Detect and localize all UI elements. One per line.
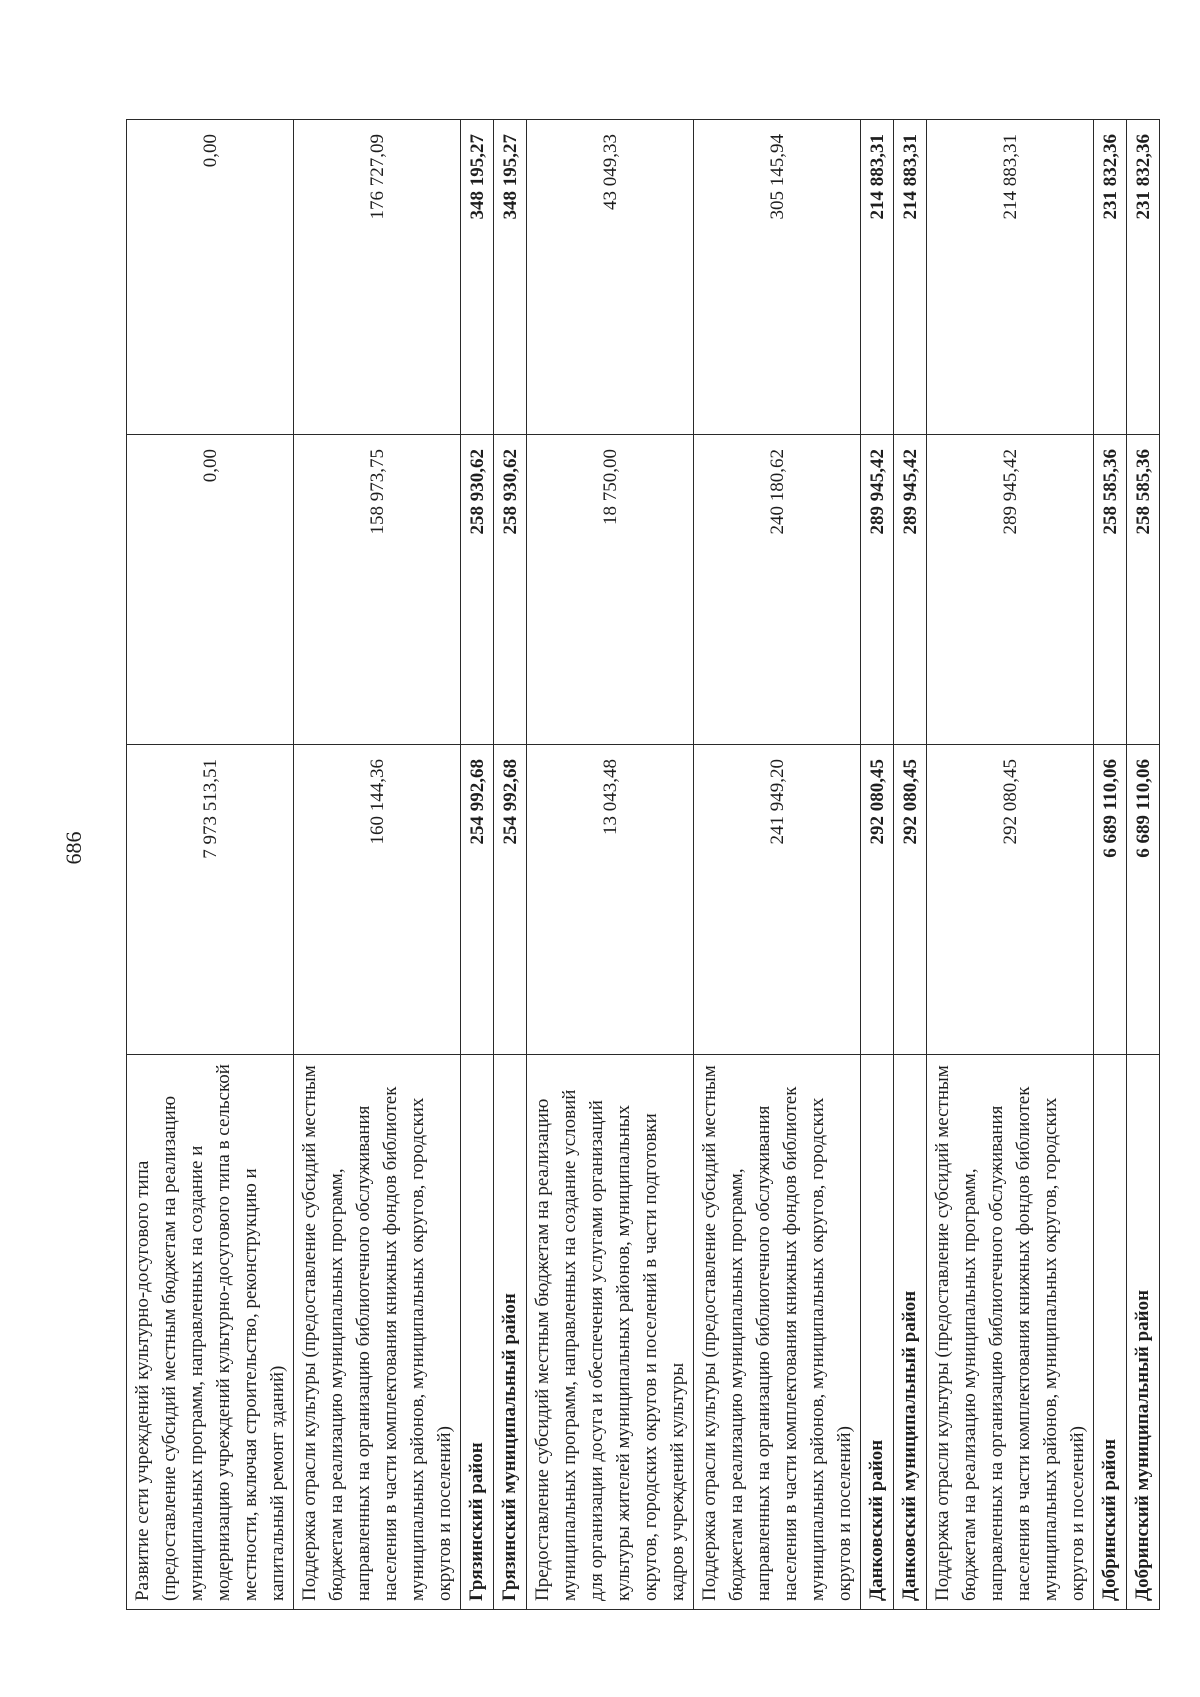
value-year-2: 289 945,42 [894,435,927,745]
value-year-2: 258 585,36 [1127,435,1160,745]
value-year-1: 254 992,68 [461,745,494,1055]
row-label: Добринский муниципальный район [1127,1055,1160,1610]
table-row-subtotal [861,120,894,1610]
table-row [294,120,461,1610]
value-year-1: 254 992,68 [494,745,527,1055]
value-year-1: 241 949,20 [694,745,861,1055]
value-year-2: 18 750,00 [527,435,694,745]
row-label: Данковский район [861,1055,894,1610]
value-year-2: 158 973,75 [294,435,461,745]
row-label: Предоставление субсидий местным бюджетам на реализацию муниципальных программ, направленных на создание условий для организации досуга и обеспечения услугами организаций культуры жителей муниципальных районов, муниципальных округов, городских округов и поселений в части подготовки кадров учреждений культуры [527,1055,694,1610]
row-label: Добринский район [1094,1055,1127,1610]
table-row [927,120,1094,1610]
value-year-3: 305 145,94 [694,120,861,435]
row-label: Поддержка отрасли культуры (предоставление субсидий местным бюджетам на реализацию муниципальных программ, направленных на организацию библиотечного обслуживания населения в части комплектования книжных фондов библиотек муниципальных районов, муниципальных округов, городских округов и поселений) [294,1055,461,1610]
value-year-1: 6 689 110,06 [1094,745,1127,1055]
table-row-subtotal [461,120,494,1610]
value-year-2: 258 585,36 [1094,435,1127,745]
value-year-1: 292 080,45 [861,745,894,1055]
value-year-3: 214 883,31 [894,120,927,435]
budget-table-container [126,120,1154,1610]
value-year-2: 289 945,42 [861,435,894,745]
row-label: Данковский муниципальный район [894,1055,927,1610]
value-year-3: 231 832,36 [1127,120,1160,435]
row-label: Развитие сети учреждений культурно-досугового типа (предоставление субсидий местным бюджетам на реализацию муниципальных программ, направленных на создание и модернизацию учреждений культурно-досугового типа в сельской местности, включая строительство, реконструкцию и капитальный ремонт зданий) [127,1055,294,1610]
table-row-subtotal [1127,120,1160,1610]
value-year-3: 43 049,33 [527,120,694,435]
value-year-2: 258 930,62 [461,435,494,745]
value-year-1: 160 144,36 [294,745,461,1055]
table-row-subtotal [494,120,527,1610]
value-year-2: 240 180,62 [694,435,861,745]
value-year-1: 292 080,45 [927,745,1094,1055]
value-year-1: 6 689 110,06 [1127,745,1160,1055]
value-year-3: 214 883,31 [861,120,894,435]
value-year-1: 7 973 513,51 [127,745,294,1055]
table-row-subtotal [894,120,927,1610]
value-year-3: 214 883,31 [927,120,1094,435]
table-row [127,120,294,1610]
table-row [527,120,694,1610]
value-year-2: 258 930,62 [494,435,527,745]
page-number: 686 [61,831,86,865]
value-year-2: 289 945,42 [927,435,1094,745]
value-year-3: 0,00 [127,120,294,435]
row-label: Поддержка отрасли культуры (предоставление субсидий местным бюджетам на реализацию муниципальных программ, направленных на организацию библиотечного обслуживания населения в части комплектования книжных фондов библиотек муниципальных районов, муниципальных округов, городских округов и поселений) [927,1055,1094,1610]
table-row [694,120,861,1610]
value-year-1: 13 043,48 [527,745,694,1055]
row-label: Грязинский муниципальный район [494,1055,527,1610]
value-year-3: 176 727,09 [294,120,461,435]
table-row-subtotal [1094,120,1127,1610]
budget-table [126,119,1160,1610]
value-year-3: 231 832,36 [1094,120,1127,435]
value-year-2: 0,00 [127,435,294,745]
row-label: Поддержка отрасли культуры (предоставление субсидий местным бюджетам на реализацию муниципальных программ, направленных на организацию библиотечного обслуживания населения в части комплектования книжных фондов библиотек муниципальных районов, муниципальных округов, городских округов и поселений) [694,1055,861,1610]
value-year-1: 292 080,45 [894,745,927,1055]
value-year-3: 348 195,27 [461,120,494,435]
value-year-3: 348 195,27 [494,120,527,435]
row-label: Грязинский район [461,1055,494,1610]
